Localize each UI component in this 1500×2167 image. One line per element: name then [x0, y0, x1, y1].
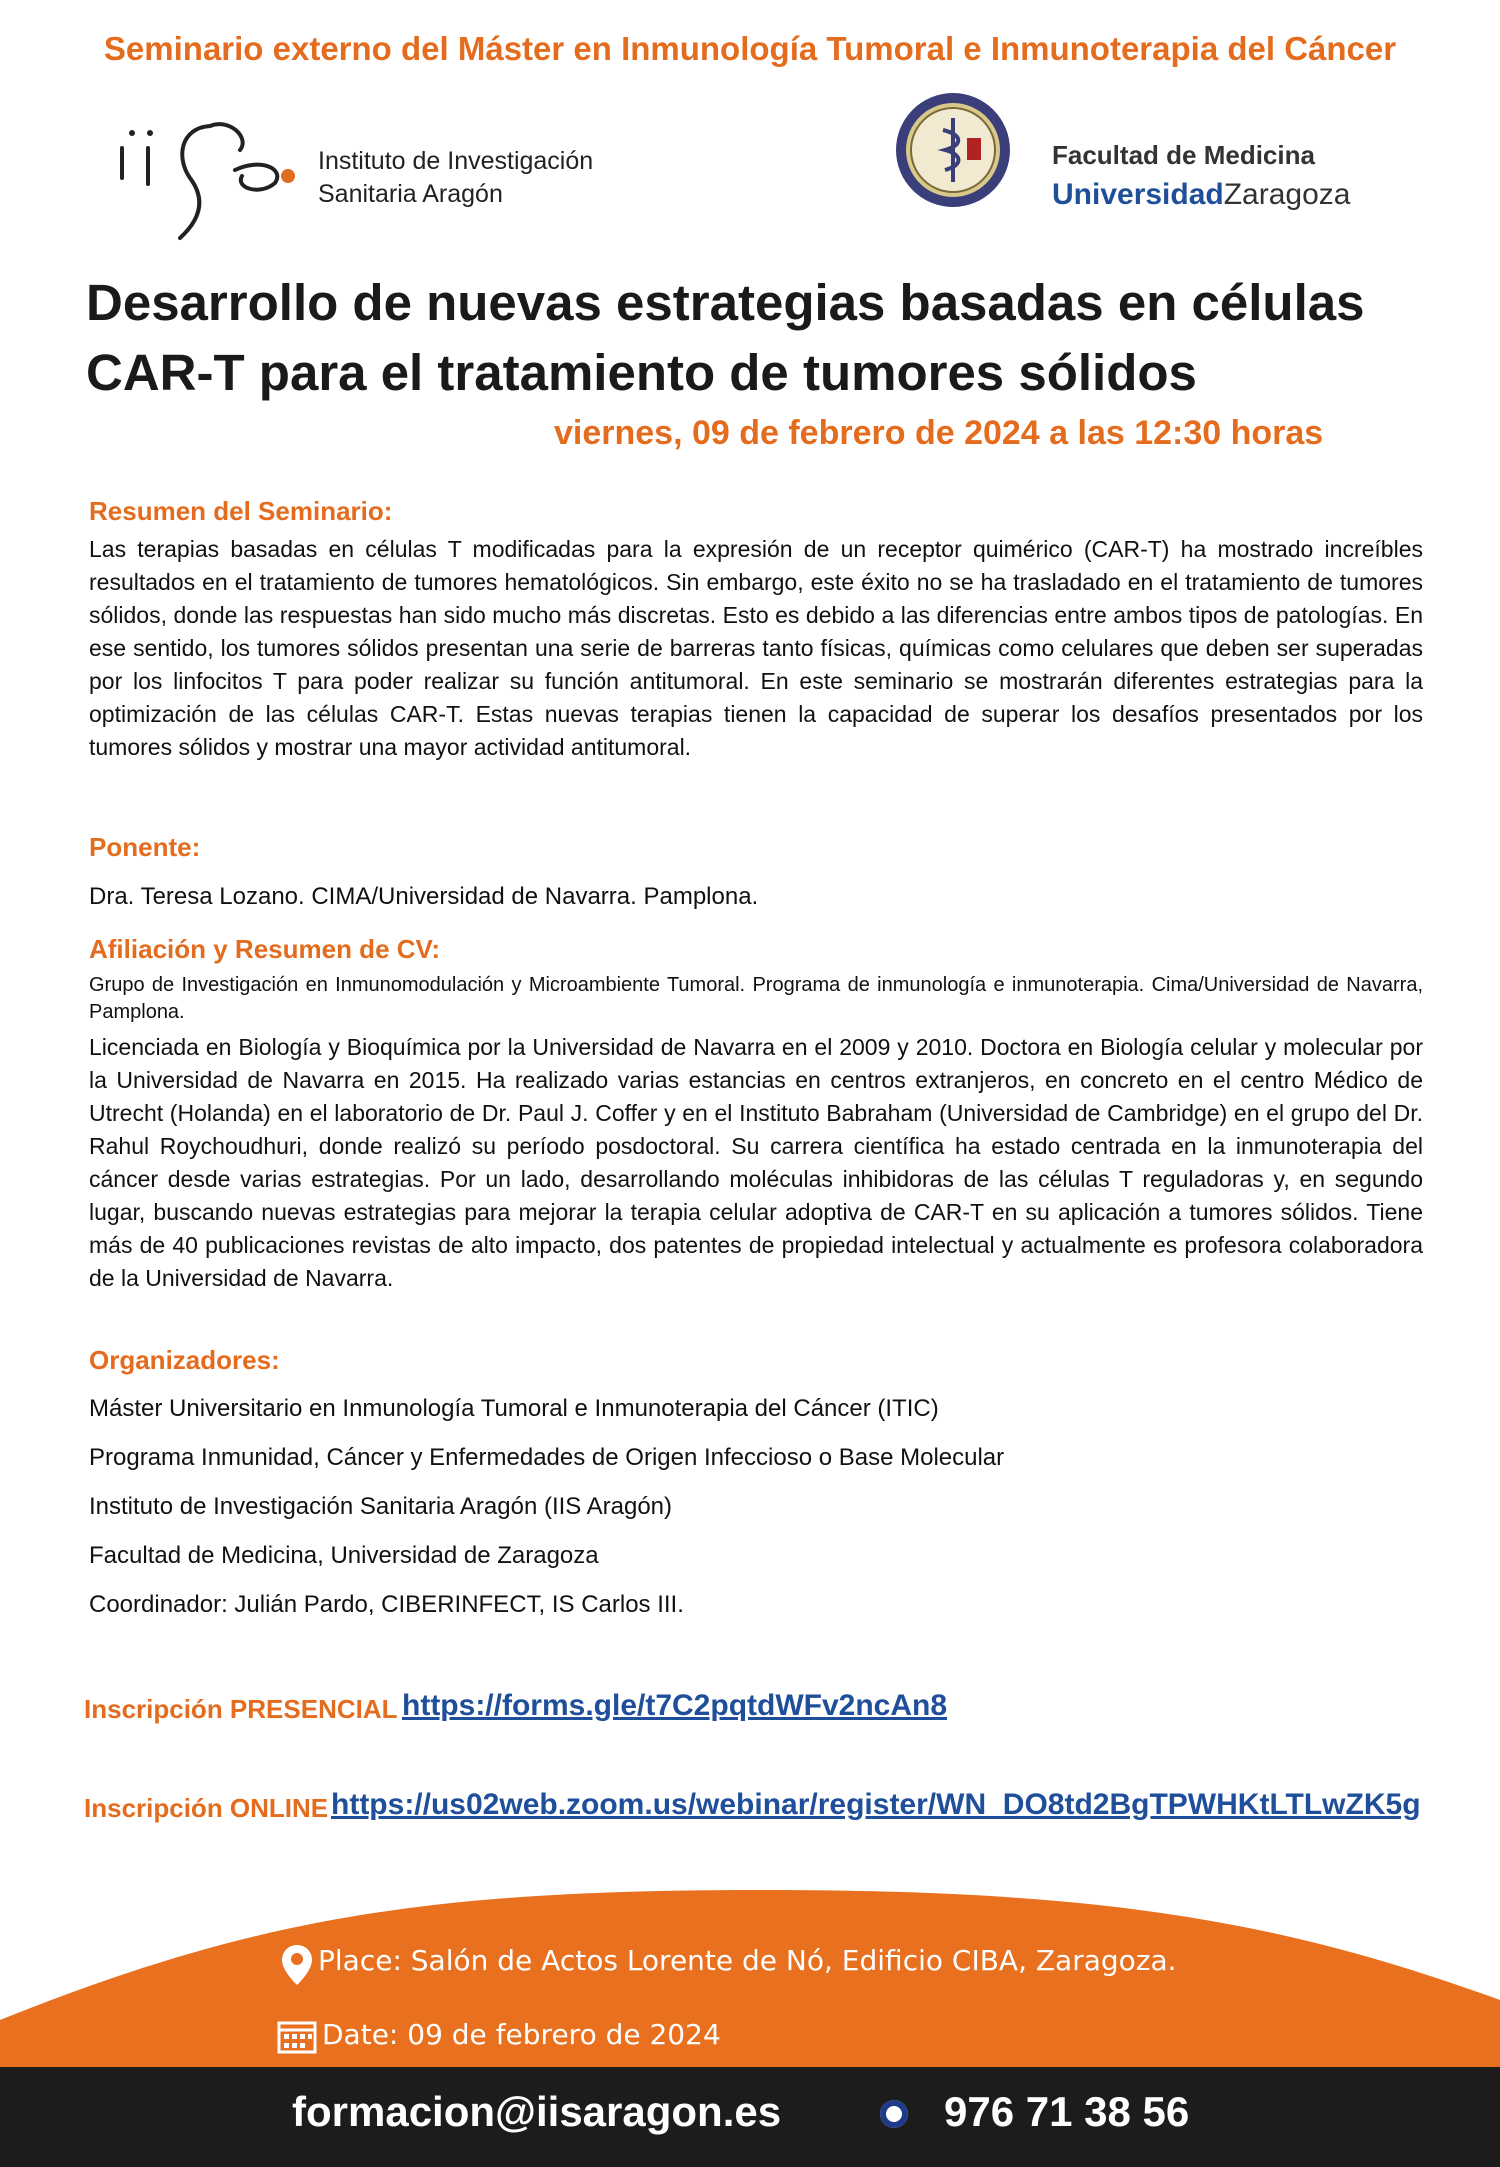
faculty-name: Facultad de Medicina	[1052, 140, 1315, 170]
location-pin-icon	[280, 1943, 314, 1987]
organizers-heading: Organizadores:	[89, 1345, 280, 1375]
summary-text: Las terapias basadas en células T modificadas para la expresión de un receptor quimérico (CAR-T) ha mostrado increíbles resultados en el tratamiento de tumores hematológicos. Sin embargo, este éxito no se ha trasladado en el tratamiento de tumores sólidos, donde las respuestas han sido mucho más discretas. Esto es debido a las diferencias entre ambos tipos de patologías. En ese sentido, los tumores sólidos presentan una serie de barreras tanto físicas, químicas como celulares que deben ser superadas por los linfocitos T para poder realizar su función antitumoral. En este seminario se mostrarán diferentes estrategias para la optimización de las células CAR-T. Estas nuevas terapias tienen la capacidad de superar los desafíos presentados por los tumores sólidos y mostrar una mayor actividad antitumoral.	[89, 536, 1423, 760]
iis-line-2: Sanitaria Aragón	[318, 180, 503, 208]
contact-phone: 976 71 38 56	[944, 2088, 1190, 2135]
registration-presencial-label: Inscripción PRESENCIAL	[84, 1694, 398, 1724]
organizer-item: Coordinador: Julián Pardo, CIBERINFECT, IS Carlos III.	[89, 1591, 684, 1618]
seminar-header: Seminario externo del Máster en Inmunología Tumoral e Inmunoterapia del Cáncer	[103, 30, 1397, 67]
registration-presencial-link[interactable]: https://forms.gle/t7C2pqtdWFv2ncAn8	[402, 1689, 948, 1722]
footer-place: Place: Salón de Actos Lorente de Nó, Edificio CIBA, Zaragoza.	[318, 1944, 1177, 1977]
footer-date: Date: 09 de febrero de 2024	[322, 2018, 721, 2051]
title-line-2: CAR-T para el tratamiento de tumores sólidos	[86, 344, 1197, 401]
title-line-1: Desarrollo de nuevas estrategias basadas en células	[86, 274, 1365, 331]
iis-aragon-name	[318, 145, 593, 211]
summary-heading: Resumen del Seminario:	[89, 496, 393, 526]
cv-heading: Afiliación y Resumen de CV:	[89, 934, 441, 964]
organizer-item: Facultad de Medicina, Universidad de Zaragoza	[89, 1542, 599, 1569]
registration-online-label: Inscripción ONLINE	[84, 1793, 329, 1823]
organizer-item: Programa Inmunidad, Cáncer y Enfermedades de Origen Infeccioso o Base Molecular	[89, 1444, 1005, 1471]
seminar-title	[86, 268, 1446, 408]
speaker-heading: Ponente:	[89, 832, 201, 862]
registration-online-link[interactable]: https://us02web.zoom.us/webinar/register/WN_DO8td2BgTPWHKtLTLwZK5g	[331, 1788, 1421, 1821]
cv-affiliation: Grupo de Investigación en Inmunomodulación y Microambiente Tumoral. Programa de inmunología e inmunoterapia. Cima/Universidad de Navarra, Pamplona.	[89, 974, 1423, 1023]
university-seal-logo	[893, 90, 1013, 210]
university-name	[1052, 177, 1350, 213]
university-name-part2: Zaragoza	[1223, 178, 1351, 211]
iis-line-1: Instituto de Investigación	[318, 147, 594, 175]
organizer-item: Máster Universitario en Inmunología Tumoral e Inmunoterapia del Cáncer (ITIC)	[89, 1395, 939, 1422]
organizer-item: Instituto de Investigación Sanitaria Aragón (IIS Aragón)	[89, 1493, 673, 1520]
contact-email[interactable]: formacion@iisaragon.es	[292, 2088, 782, 2135]
university-name-part1: Universidad	[1052, 178, 1224, 211]
phone-icon	[880, 2100, 908, 2128]
cv-text: Licenciada en Biología y Bioquímica por la Universidad de Navarra en el 2009 y 2010. Doctora en Biología celular y molecular por la Universidad de Navarra en 2015. Ha realizado varias estancias en centros extranjeros, en concreto en el centro Médico de Utrecht (Holanda) en el laboratorio de Dr. Paul J. Coffer y en el Instituto Babraham (Universidad de Cambridge) en el grupo del Dr. Rahul Roychoudhuri, donde realizó su período posdoctoral. Su carrera científica ha estado centrada en la inmunoterapia del cáncer desde varias estrategias. Por un lado, desarrollando moléculas inhibidoras de las células T reguladoras y, en segundo lugar, buscando nuevas estrategias para mejorar la terapia celular adoptiva de CAR-T en su aplicación a tumores sólidos. Tiene más de 40 publicaciones revistas de alto impacto, dos patentes de propiedad intelectual y actualmente es profesora colaboradora de la Universidad de Navarra.	[89, 1034, 1423, 1291]
seminar-datetime: viernes, 09 de febrero de 2024 a las 12:30 horas	[554, 414, 1324, 452]
speaker-name: Dra. Teresa Lozano. CIMA/Universidad de Navarra. Pamplona.	[89, 883, 759, 910]
calendar-icon	[277, 2018, 317, 2054]
